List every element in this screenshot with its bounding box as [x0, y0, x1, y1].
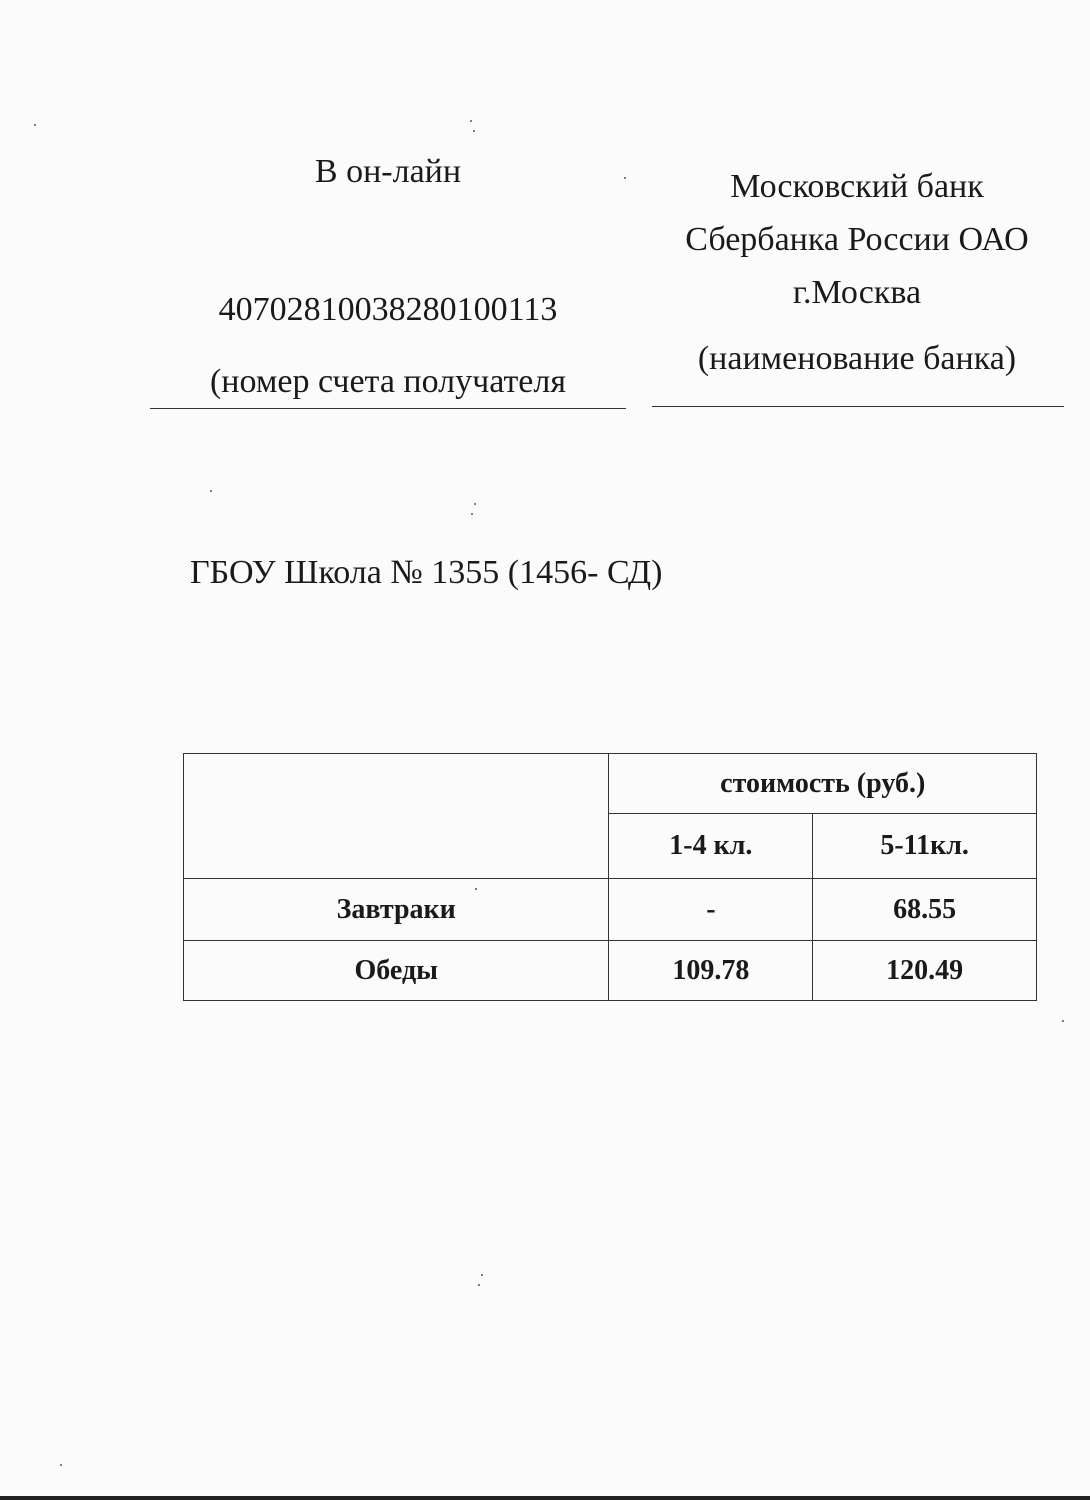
table-row	[184, 941, 1037, 1001]
table-row	[184, 879, 1037, 941]
account-caption: (номер счета получателя	[209, 363, 567, 400]
scan-speck	[624, 177, 626, 179]
scan-speck	[60, 1464, 62, 1466]
bank-caption: (наименование банка)	[697, 340, 1017, 377]
table-header-row	[184, 754, 1037, 814]
cost-table	[183, 753, 1037, 1001]
scan-speck	[1062, 1020, 1064, 1022]
payment-method-text: В он-лайн	[314, 153, 462, 190]
cost-group-header: стоимость (руб.)	[609, 754, 1037, 814]
column-header-grades-5-11: 5-11кл.	[813, 814, 1037, 879]
row-label-lunch: Обеды	[184, 941, 609, 1001]
scan-speck	[210, 490, 212, 492]
scan-speck	[478, 1284, 480, 1286]
lunch-cost-5-11: 120.49	[813, 941, 1037, 1001]
breakfast-cost-1-4: -	[609, 879, 813, 941]
scan-speck	[475, 888, 477, 890]
bank-name-line1: Московский банк	[730, 168, 984, 205]
scan-bottom-edge	[0, 1496, 1090, 1500]
scan-speck	[470, 120, 472, 122]
row-label-breakfast: Завтраки	[184, 879, 609, 941]
bank-city: г.Москва	[792, 274, 922, 311]
scan-speck	[34, 124, 36, 126]
account-number: 40702810038280100113	[218, 291, 558, 328]
bank-underline	[652, 406, 1064, 407]
bank-name-line2: Сбербанка России ОАО	[685, 221, 1029, 258]
table-corner-cell	[184, 754, 609, 879]
column-header-grades-1-4: 1-4 кл.	[609, 814, 813, 879]
scan-speck	[481, 1274, 483, 1276]
scan-speck	[471, 513, 473, 515]
scan-speck	[473, 130, 475, 132]
breakfast-cost-5-11: 68.55	[813, 879, 1037, 941]
school-name: ГБОУ Школа № 1355 (1456- СД)	[190, 554, 663, 591]
account-underline	[150, 408, 626, 409]
scan-speck	[474, 503, 476, 505]
lunch-cost-1-4: 109.78	[609, 941, 813, 1001]
